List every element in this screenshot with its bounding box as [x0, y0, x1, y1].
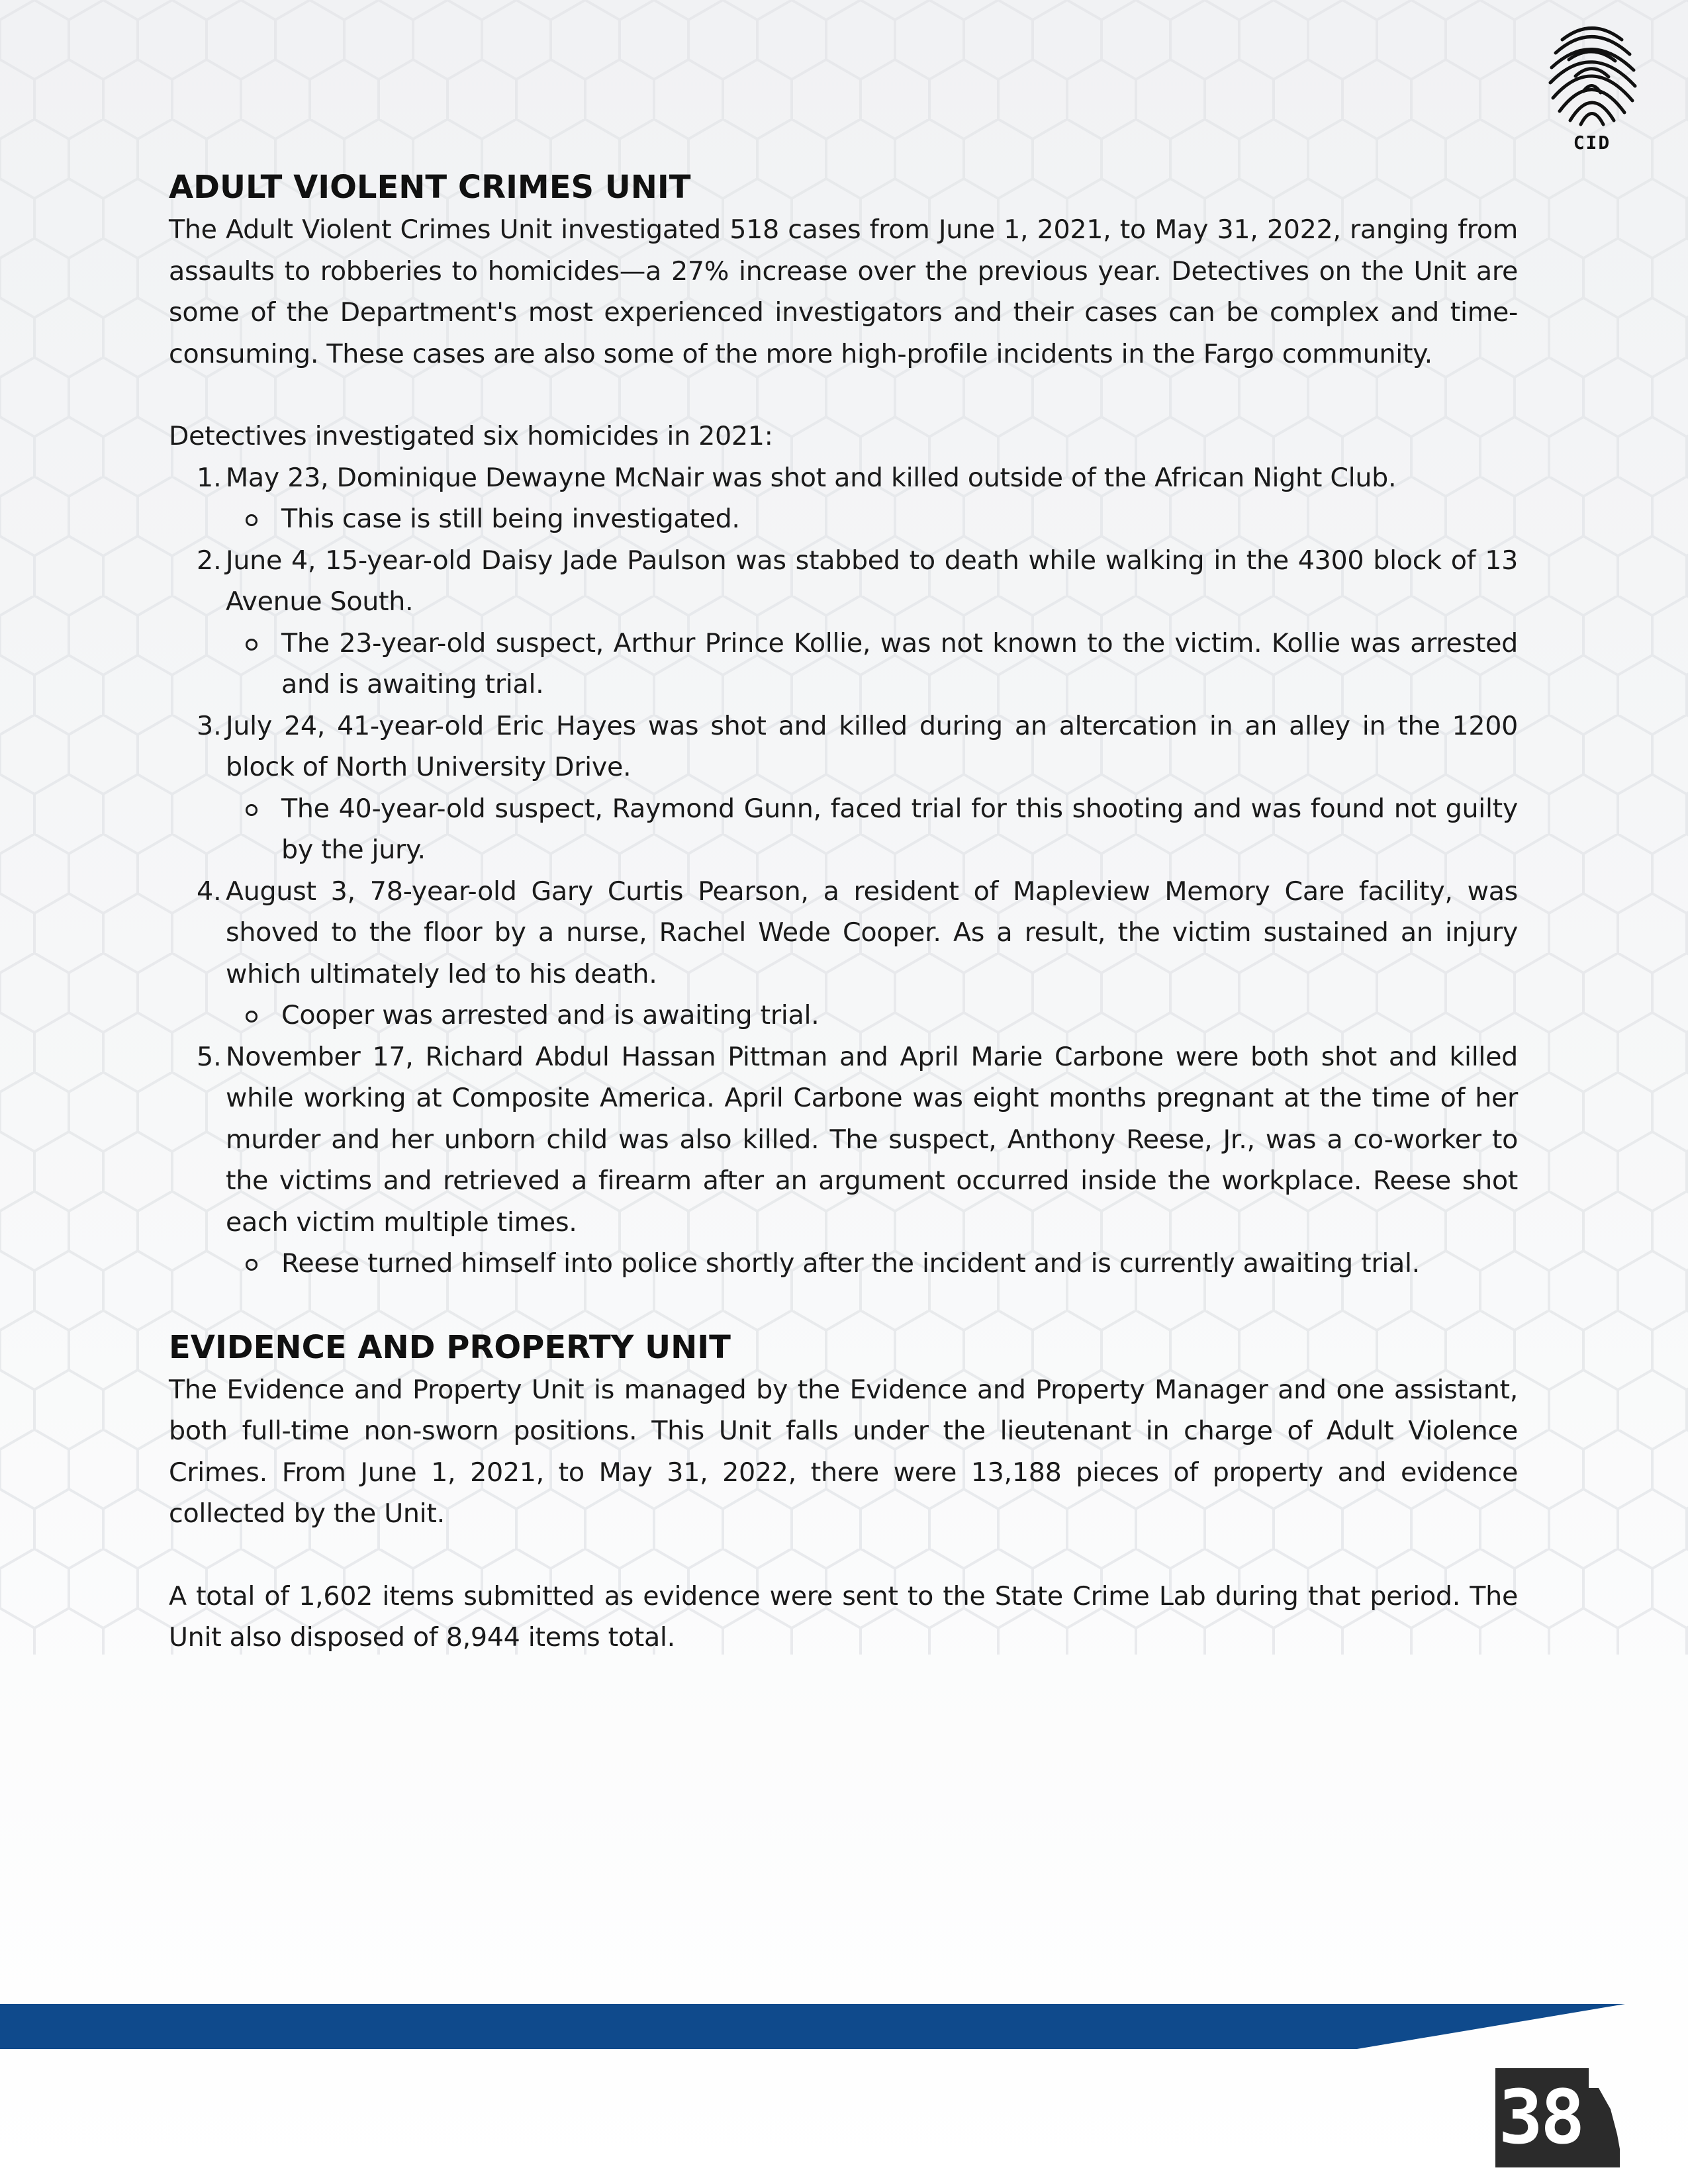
bullet-icon [246, 639, 258, 651]
logo-label: CID [1573, 132, 1611, 154]
section-title-evidence-property: EVIDENCE AND PROPERTY UNIT [169, 1328, 731, 1366]
footer-accent-band [0, 2004, 1688, 2052]
case-note [226, 788, 1518, 871]
case-note-text: The 40-year-old suspect, Raymond Gunn, faced trial for this shooting and was found not guilty by the jury. [281, 793, 1518, 865]
case-note [226, 1243, 1518, 1285]
bullet-icon [246, 804, 258, 816]
case-number: 4. [197, 876, 222, 907]
case-note-text: The 23-year-old suspect, Arthur Prince Kollie, was not known to the victim. Kollie was arrested and is awaiting trial. [281, 627, 1518, 700]
bullet-icon [246, 514, 258, 526]
evidence-paragraph-1: The Evidence and Property Unit is managed by the Evidence and Property Manager and one assistant, both full-time non-sworn positions. This Unit falls under the lieutenant in charge of Adult Violence Crimes. From June 1, 2021, to May 31, 2022, there were 13,188 pieces of property and evidence collected by the Unit. [169, 1374, 1518, 1529]
case-note [226, 995, 1518, 1036]
bullet-icon [246, 1011, 258, 1023]
homicide-case-list [169, 457, 1518, 1285]
case-note [226, 623, 1518, 705]
bullet-icon [246, 1259, 258, 1271]
case-note-text: This case is still being investigated. [281, 504, 740, 534]
case-number: 1. [197, 462, 222, 493]
case-note-text: Reese turned himself into police shortly after the incident and is currently awaiting trial. [281, 1248, 1420, 1279]
adult-violent-intro-paragraph: The Adult Violent Crimes Unit investigated 518 cases from June 1, 2021, to May 31, 2022, ranging from assaults to robberies to homicides—a 27% increase over the previous year. Detectives on the Unit are some of the Department's most experienced investigators and their cases can be complex and time-consuming. These cases are also some of the more high-profile incidents in the Fargo community. [169, 214, 1518, 369]
case-number: 5. [197, 1041, 222, 1072]
case-description: May 23, Dominique Dewayne McNair was shot and killed outside of the African Night Club. [226, 462, 1397, 493]
fingerprint-icon [1542, 13, 1642, 129]
homicide-list-intro: Detectives investigated six homicides in 2021: [169, 421, 773, 451]
case-note-text: Cooper was arrested and is awaiting trial. [281, 1000, 820, 1030]
list-item [169, 457, 1518, 540]
list-item [169, 540, 1518, 705]
case-number: 2. [197, 545, 222, 576]
case-number: 3. [197, 710, 222, 741]
list-item [169, 1036, 1518, 1285]
page-content [169, 165, 1518, 1659]
case-description: June 4, 15-year-old Daisy Jade Paulson was stabbed to death while walking in the 4300 block of 13 Avenue South. [226, 545, 1518, 617]
case-description: August 3, 78-year-old Gary Curtis Pearson, a resident of Mapleview Memory Care facility, was shoved to the floor by a nurse, Rachel Wede Cooper. As a result, the victim sustained an injury which ultimately led to his death. [226, 876, 1518, 989]
cid-logo [1542, 13, 1642, 154]
case-description: November 17, Richard Abdul Hassan Pittman and April Marie Carbone were both shot and killed while working at Composite America. April Carbone was eight months pregnant at the time of her murder and her unborn child was also killed. The suspect, Anthony Reese, Jr., was a co-worker to the victims and retrieved a firearm after an argument occurred inside the workplace. Reese shot each victim multiple times. [226, 1041, 1518, 1238]
case-note [226, 498, 1518, 540]
case-description: July 24, 41-year-old Eric Hayes was shot and killed during an altercation in an alley in the 1200 block of North University Drive. [226, 710, 1518, 782]
list-item [169, 871, 1518, 1036]
evidence-paragraph-2: A total of 1,602 items submitted as evidence were sent to the State Crime Lab during that period. The Unit also disposed of 8,944 items total. [169, 1580, 1518, 1653]
list-item [169, 705, 1518, 871]
page-number: 38 [1498, 2075, 1583, 2161]
section-title-adult-violent-crimes: ADULT VIOLENT CRIMES UNIT [169, 169, 691, 206]
